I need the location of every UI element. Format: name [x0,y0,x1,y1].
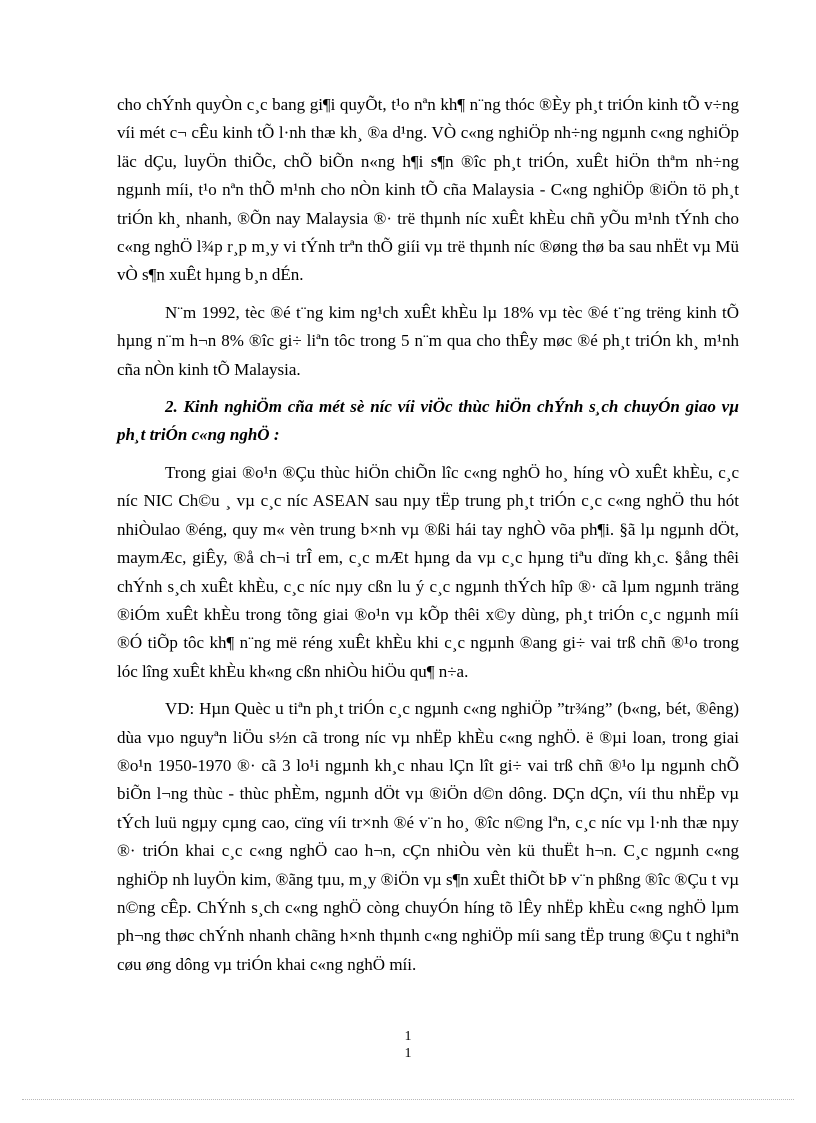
paragraph-example: VD: Hµn Quèc u tiªn ph¸t triÓn c¸c ngµnh c«ng nghiÖp ”tr¾ng” (b«ng, bét, ®êng) dùa vµo nguyªn liÖu s½n cã trong níc vµ nhËp khÈu c«ng nghÖ. ë ®µi loan, trong giai ®o¹n 1950-1970 ®· cã 3 lo¹i ngµnh kh¸c nhau lÇn lît gi÷ vai trß chñ ®¹o lµ ngµnh chÕ biÕn l¬ng thùc - thùc phÈm, ngµnh dÖt vµ ®iÖn d©n dông. DÇn dÇn, víi thu nhËp vµ tÝch luü ngµy cµng cao, cïng víi tr×nh ®é v¨n ho¸ ®îc n©ng lªn, c¸c níc vµ l·nh thæ nµy ®· triÓn khai c¸c c«ng nghÖ cao h¬n, cÇn nhiÒu vèn kü thuËt h¬n. C¸c ngµnh c«ng nghiÖp nh luyÖn kim, ®ãng tµu, m¸y ®iÖn vµ s¶n xuÊt thiÕt bÞ v¨n phßng ®îc ®Çu t vµ n©ng cÊp. ChÝnh s¸ch c«ng nghÖ còng chuyÓn híng tõ lÊy nhËp khÈu c«ng nghÖ lµm ph¬ng thøc chÝnh nhanh chãng h×nh thµnh c«ng nghiÖp míi sang tËp trung ®Çu t nghiªn cøu øng dông vµ triÓn khai c«ng nghÖ míi. [117,699,739,974]
page-number: 1 [404,1029,412,1044]
section-heading: 2. Kinh nghiÖm cña mét sè níc víi viÖc thùc hiÖn chÝnh s¸ch chuyÓn giao vµ ph¸t triÓn c«ng nghÖ : [117,397,739,445]
paragraph-1992-growth: N¨m 1992, tèc ®é t¨ng kim ng¹ch xuÊt khÈu lµ 18% vµ tèc ®é t¨ng trëng kinh tÕ hµng n¨m h¬n 8% ®îc gi÷ liªn tôc trong 5 n¨m qua cho thÊy møc ®é ph¸t triÓn kh¸ m¹nh cña nÒn kinh tÕ Malaysia. [117,302,739,379]
paragraph-government: cho chÝnh quyÒn c¸c bang gi¶i quyÕt, t¹o nªn kh¶ n¨ng thóc ®Èy ph¸t triÓn kinh tÕ v÷ng víi mét c¬ cÊu kinh tÕ l·nh thæ kh¸ ®a d¹ng. VÒ c«ng nghiÖp nh÷ng ngµnh c«ng nghiÖp läc dÇu, luyÖn thiÕc, chÕ biÕn n«ng h¶i s¶n ®îc ph¸t triÓn, xuÊt hiÖn thªm nh÷ng ngµnh míi, t¹o nªn thÕ m¹nh cho nÒn kinh tÕ cña Malaysia - C«ng nghiÖp ®iÖn tö ph¸t triÓn kh¸ nhanh, ®Õn nay Malaysia ®· trë thµnh níc xuÊt khÈu chñ yÕu m¹nh tÝnh cho c«ng nghÖ l¾p r¸p m¸y vi tÝnh trªn thÕ giíi vµ trë thµnh níc ®øng thø ba sau nhËt vµ Mü vÒ s¶n xuÊt hµng b¸n dÉn. [117,95,739,285]
body-text [117,91,739,979]
page-bottom-divider [22,1099,794,1100]
paragraph-strategy: Trong giai ®o¹n ®Çu thùc hiÖn chiÕn lîc c«ng nghÖ ho¸ híng vÒ xuÊt khÈu, c¸c níc NIC Ch©u ¸ vµ c¸c níc ASEAN sau nµy tËp trung ph¸t triÓn c¸c c«ng nghÖ thu hót nhiÒulao ®éng, quy m« vèn trung b×nh vµ ®ßi hái tay nghÒ võa ph¶i. §ã lµ ngµnh dÖt, maymÆc, giÊy, ®å ch¬i trÎ em, c¸c mÆt hµng da vµ c¸c hµng tiªu dïng kh¸c. §ång thêi chÝnh s¸ch xuÊt khÈu, c¸c níc nµy cßn lu ý c¸c ngµnh thÝch hîp ®· cã lµm ngµnh träng ®iÓm xuÊt khÈu trong tõng giai ®o¹n vµ kÕp thêi x©y dùng, ph¸t triÓn c¸c ngµnh míi ®Ó tiÕp tôc kh¶ n¨ng më réng xuÊt khÈu khi c¸c ngµnh ®ang gi÷ vai trß chñ ®¹o trong lóc lîng xuÊt khÈu kh«ng cßn nhiÒu hiÖu qu¶ n÷a. [117,462,739,681]
page-number-repeat: 1 [404,1046,412,1061]
